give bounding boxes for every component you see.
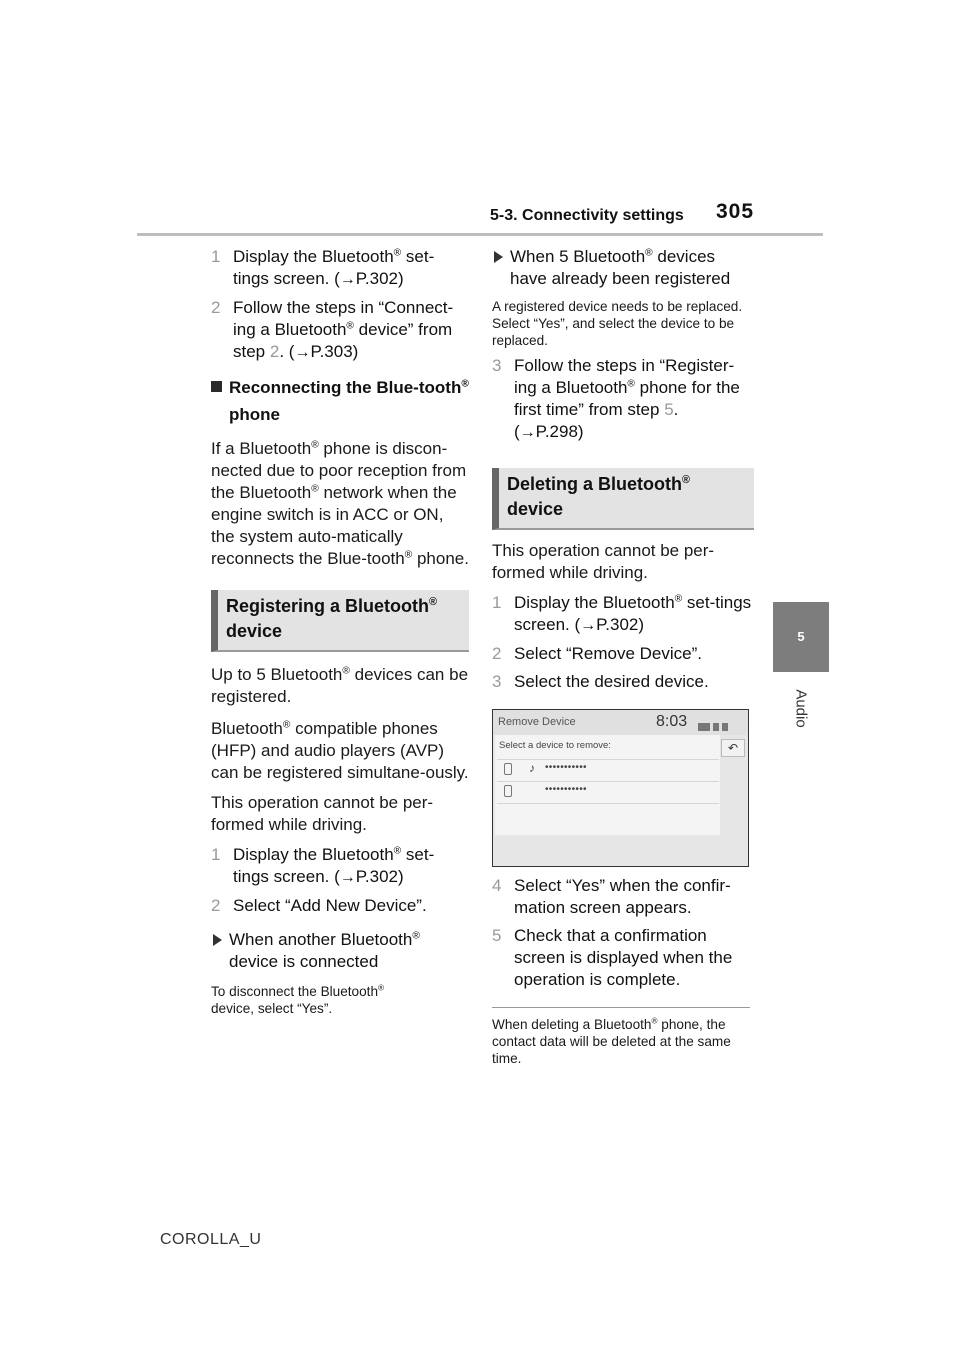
step-follow-connecting xyxy=(211,297,469,364)
registered-mark: ® xyxy=(346,320,354,332)
paragraph-reconnect xyxy=(211,438,469,570)
page-reference[interactable]: P.298) xyxy=(535,422,584,441)
device-name: ••••••••••• xyxy=(545,762,587,773)
chapter-label-text: Audio xyxy=(792,689,810,728)
step-number: 3 xyxy=(492,672,502,691)
step-text: Follow the steps in “Connect-ing a Bluetooth xyxy=(233,298,454,339)
registered-mark: ® xyxy=(393,247,402,259)
registered-mark: ® xyxy=(311,483,319,495)
paragraph-text: phone. xyxy=(412,549,469,568)
note-text: device, select “Yes”. xyxy=(211,1001,333,1016)
registered-mark: ® xyxy=(645,247,653,259)
note-disconnect xyxy=(211,983,469,1017)
left-column xyxy=(211,246,469,1017)
step-number: 1 xyxy=(211,845,221,864)
footer-model-code: COROLLA_U xyxy=(160,1231,262,1248)
step-number: 1 xyxy=(492,593,502,612)
step-display-settings-3 xyxy=(492,592,754,637)
paragraph-text: Bluetooth xyxy=(211,719,283,738)
step-number: 2 xyxy=(211,896,221,915)
condition-another-connected xyxy=(211,929,469,973)
registered-mark: ® xyxy=(404,549,413,561)
step-text: set-tings screen. ( xyxy=(233,845,435,886)
page-reference[interactable]: P.302) xyxy=(355,269,404,288)
subheading-reconnecting xyxy=(211,374,469,428)
status-icons xyxy=(698,718,743,728)
paragraph-text: phone is discon-nected due to poor reception from the Bluetooth xyxy=(211,439,467,502)
bluetooth-icon xyxy=(713,723,719,731)
step-ref-number: 5 xyxy=(664,400,674,419)
back-button[interactable]: ↶ xyxy=(721,739,745,757)
step-number: 2 xyxy=(492,644,502,663)
step-text: device” from step xyxy=(233,320,453,361)
registered-mark: ® xyxy=(342,665,350,677)
condition-text: devices have already been registered xyxy=(510,247,731,288)
phone-icon xyxy=(504,785,512,797)
device-row[interactable] xyxy=(497,781,719,801)
condition-text: When another Bluetooth xyxy=(229,930,413,949)
registered-mark: ® xyxy=(378,983,385,993)
section-heading-registering xyxy=(211,590,469,652)
arrow-icon: → xyxy=(580,617,597,634)
step-number: 4 xyxy=(492,876,502,895)
square-bullet-icon xyxy=(211,381,222,392)
step-select-yes xyxy=(492,875,754,919)
registered-mark: ® xyxy=(627,378,635,390)
arrow-icon: → xyxy=(339,271,356,288)
section-heading-deleting xyxy=(492,468,754,530)
registered-mark: ® xyxy=(651,1016,658,1026)
note-contact-deleted xyxy=(492,1016,754,1067)
note-replace: A registered device needs to be replaced. Select “Yes”, and select the device to be replaced. xyxy=(492,299,743,348)
note-divider xyxy=(492,1007,750,1008)
arrow-icon: → xyxy=(294,344,311,361)
header-divider xyxy=(137,233,823,236)
step-text: . xyxy=(673,400,679,419)
step-ref-number: 2 xyxy=(269,342,280,361)
right-column xyxy=(492,246,754,1067)
step-remove-device xyxy=(492,643,754,665)
paragraph-cannot-drive: This operation cannot be per-formed while driving. xyxy=(492,541,715,582)
note-text: phone, the contact data will be deleted at the same time. xyxy=(492,1017,731,1066)
arrow-icon: → xyxy=(339,869,356,886)
screen-clock: 8:03 xyxy=(656,713,688,730)
step-text: Display the Bluetooth xyxy=(233,247,394,266)
device-row[interactable] xyxy=(497,759,719,779)
step-number: 2 xyxy=(211,298,221,317)
paragraph-cannot-drive: This operation cannot be per-formed while driving. xyxy=(211,793,434,834)
chapter-number: 5 xyxy=(797,629,805,644)
registered-mark: ® xyxy=(674,593,683,605)
triangle-bullet-icon xyxy=(213,934,222,946)
registered-mark: ® xyxy=(393,845,402,857)
paragraph-text: devices can be registered. xyxy=(211,665,469,706)
registered-mark: ® xyxy=(682,474,690,486)
step-text: Check that a confirmation screen is displayed when the operation is complete. xyxy=(514,926,733,989)
triangle-bullet-icon xyxy=(494,251,503,263)
paragraph-text: compatible phones (HFP) and audio players (AVP) can be registered simultane-ously. xyxy=(211,719,469,782)
step-add-new-device xyxy=(211,895,469,917)
device-row-empty xyxy=(497,803,719,823)
screen-subtitle: Select a device to remove: xyxy=(499,740,611,751)
paragraph-text: network when the engine switch is in ACC or ON, the system auto-matically reconnects the Blue-tooth xyxy=(211,483,457,568)
section-heading-text: device xyxy=(226,621,283,641)
step-text: phone for the first time” from step xyxy=(514,378,740,419)
step-text: Select “Yes” when the confir-mation screen appears. xyxy=(514,876,731,917)
signal-icon xyxy=(698,723,710,731)
note-text: To disconnect the Bluetooth xyxy=(211,984,379,999)
step-text: Follow the steps in “Register-ing a Bluetooth xyxy=(514,356,735,397)
music-note-icon: ♪ xyxy=(529,761,535,775)
registered-mark: ® xyxy=(461,378,469,390)
registered-mark: ® xyxy=(311,439,319,451)
page-number: 305 xyxy=(716,200,755,223)
subheading-text: phone xyxy=(229,405,280,424)
step-check-confirmation xyxy=(492,925,754,991)
phone-icon xyxy=(504,763,512,775)
condition-text: device is connected xyxy=(229,952,379,971)
step-text: Display the Bluetooth xyxy=(233,845,394,864)
section-heading-text: device xyxy=(507,499,564,519)
device-name: ••••••••••• xyxy=(545,784,587,795)
step-text: set-tings screen. ( xyxy=(233,247,435,288)
page-reference[interactable]: P.303) xyxy=(310,342,359,361)
registered-mark: ® xyxy=(412,930,420,942)
registered-mark: ® xyxy=(429,596,437,608)
step-display-settings-2 xyxy=(211,844,469,889)
step-text: Select “Remove Device”. xyxy=(514,644,703,663)
paragraph-up-to xyxy=(211,664,469,708)
screen-title: Remove Device xyxy=(498,716,576,728)
step-text: Display the Bluetooth xyxy=(514,593,675,612)
section-title: 5-3. Connectivity settings xyxy=(490,207,684,224)
condition-text: When 5 Bluetooth xyxy=(510,247,646,266)
step-text: . ( xyxy=(279,342,295,361)
arrow-icon: → xyxy=(519,424,536,441)
step-number: 3 xyxy=(492,356,502,375)
section-heading-text: Registering a Bluetooth xyxy=(226,596,430,616)
condition-five-registered xyxy=(492,246,754,290)
battery-icon xyxy=(722,723,728,731)
step-select-device xyxy=(492,671,754,693)
registered-mark: ® xyxy=(282,719,291,731)
paragraph-text: Up to 5 Bluetooth xyxy=(211,665,343,684)
paragraph-text: If a Bluetooth xyxy=(211,439,312,458)
step-text: set-tings screen. ( xyxy=(514,593,752,634)
note-text: When deleting a Bluetooth xyxy=(492,1017,652,1032)
page-reference[interactable]: P.302) xyxy=(355,867,404,886)
step-text: Select “Add New Device”. xyxy=(233,896,427,915)
subheading-text: Reconnecting the Blue-tooth xyxy=(229,378,462,397)
step-number: 5 xyxy=(492,926,502,945)
remove-device-screenshot xyxy=(492,709,749,867)
chapter-label xyxy=(790,688,812,728)
section-heading-text: Deleting a Bluetooth xyxy=(507,474,682,494)
step-text: Select the desired device. xyxy=(514,672,709,691)
step-display-settings xyxy=(211,246,469,291)
page-reference[interactable]: P.302) xyxy=(596,615,645,634)
step-number: 1 xyxy=(211,247,221,266)
step-follow-registering: 3 Follow the steps in “Register-ing a Bluetooth® phone for the first time” from step 5. (→P.298) xyxy=(492,356,740,441)
paragraph-compatible xyxy=(211,718,469,784)
